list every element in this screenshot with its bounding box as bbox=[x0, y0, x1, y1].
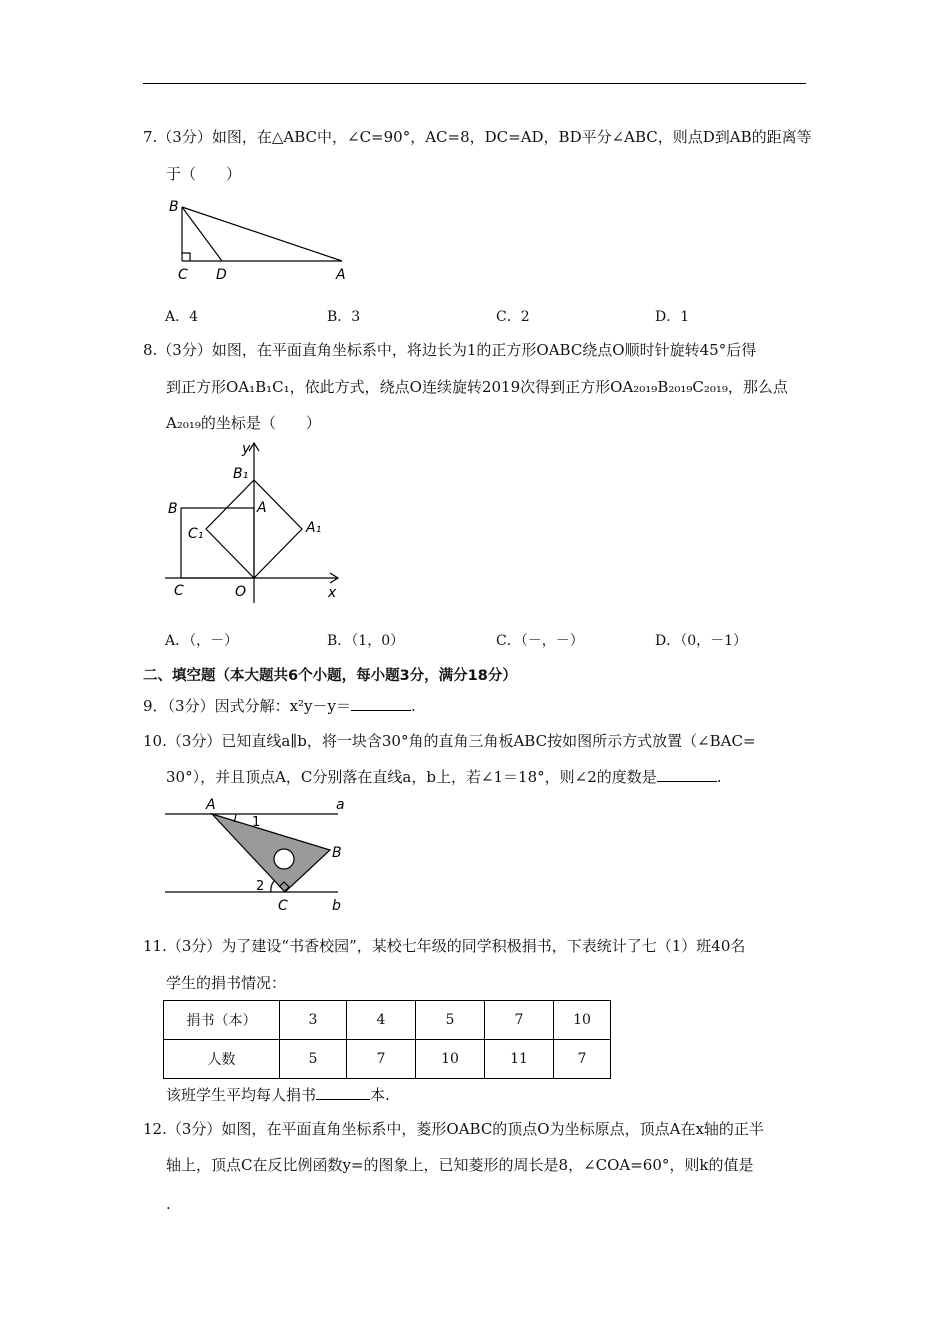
q8-option-a[interactable]: A．（，－） bbox=[165, 633, 239, 649]
q8-option-b[interactable]: B．（1，0） bbox=[327, 633, 405, 649]
table-cell: 3 bbox=[280, 1001, 347, 1040]
table-row bbox=[164, 1040, 611, 1079]
q8-label-O: O bbox=[235, 584, 247, 600]
table-cell: 7 bbox=[485, 1001, 554, 1040]
table-cell: 10 bbox=[416, 1040, 485, 1079]
q10-parallel-lines-figure bbox=[160, 793, 360, 913]
q12-text-line1: 12.（3分）如图，在平面直角坐标系中，菱形OABC的顶点O为坐标原点，顶点A在x轴的正半 bbox=[143, 1120, 764, 1138]
q8-label-B1: B₁ bbox=[233, 466, 249, 482]
q7-label-A: A bbox=[336, 267, 346, 283]
q8-label-x: x bbox=[328, 585, 337, 601]
q9-prompt: 9．（3分）因式分解：x²y－y＝ bbox=[143, 697, 352, 715]
q10-label-B: B bbox=[332, 845, 342, 861]
q10-line2-text: 30°），并且顶点A，C分别落在直线a，b上，若∠1＝18°，则∠2的度数是 bbox=[166, 768, 657, 786]
q8-text-line1: 8.（3分）如图，在平面直角坐标系中，将边长为1的正方形OABC绕点O顺时针旋转45°后得 bbox=[143, 341, 757, 359]
q7-text-line1: 7.（3分）如图，在△ABC中，∠C=90°，AC=8，DC=AD，BD平分∠ABC，则点D到AB的距离等 bbox=[143, 128, 812, 146]
q8-option-c[interactable]: C．（－，－） bbox=[496, 633, 584, 649]
q8-label-C: C bbox=[174, 583, 184, 599]
q11-text-line1: 11.（3分）为了建设“书香校园”，某校七年级的同学积极捐书，下表统计了七（1）班40名 bbox=[143, 937, 746, 955]
table-header-cell: 人数 bbox=[164, 1040, 280, 1079]
q8-label-A1: A₁ bbox=[306, 520, 322, 536]
table-row bbox=[164, 1001, 611, 1040]
q9-text bbox=[143, 695, 416, 717]
q8-label-C1: C₁ bbox=[188, 526, 204, 542]
q10-label-a: a bbox=[336, 797, 345, 813]
q11-after-text bbox=[166, 1084, 390, 1106]
q7-option-a[interactable]: A．4 bbox=[165, 309, 199, 325]
q7-option-b[interactable]: B．3 bbox=[327, 309, 361, 325]
q10-text-line1: 10.（3分）已知直线a∥b，将一块含30°角的直角三角板ABC按如图所示方式放置（∠BAC= bbox=[143, 732, 756, 750]
q8-coordinate-figure bbox=[160, 435, 350, 607]
q8-option-d[interactable]: D．（0，－1） bbox=[655, 633, 748, 649]
table-header-cell: 捐书（本） bbox=[164, 1001, 280, 1040]
q10-label-angle1: 1 bbox=[252, 815, 261, 830]
table-cell: 7 bbox=[554, 1040, 611, 1079]
table-cell: 7 bbox=[347, 1040, 416, 1079]
q8-label-y: y bbox=[242, 441, 251, 457]
q9-end: . bbox=[411, 697, 416, 715]
q11-answer-blank[interactable] bbox=[316, 1085, 370, 1100]
table-cell: 5 bbox=[416, 1001, 485, 1040]
table-cell: 5 bbox=[280, 1040, 347, 1079]
q11-after-end: 本. bbox=[370, 1086, 390, 1104]
q7-label-B: B bbox=[169, 199, 179, 215]
table-cell: 10 bbox=[554, 1001, 611, 1040]
q10-label-A: A bbox=[206, 797, 216, 813]
q8-label-B: B bbox=[168, 501, 178, 517]
q12-text-line3: . bbox=[166, 1195, 171, 1213]
q10-label-b: b bbox=[332, 898, 341, 913]
q7-triangle-figure bbox=[160, 195, 360, 287]
q7-text-line2: 于（ ） bbox=[166, 165, 242, 183]
q7-option-d[interactable]: D．1 bbox=[655, 309, 690, 325]
section-heading-fill-in: 二、填空题（本大题共6个小题，每小题3分，满分18分） bbox=[143, 668, 517, 684]
q11-donation-table bbox=[163, 1000, 611, 1079]
header-rule bbox=[143, 83, 806, 84]
table-cell: 11 bbox=[485, 1040, 554, 1079]
q7-option-c[interactable]: C．2 bbox=[496, 309, 530, 325]
q8-text-line2: 到正方形OA₁B₁C₁，依此方式，绕点O连续旋转2019次得到正方形OA₂₀₁₉B₂₀₁₉C₂₀₁₉，那么点 bbox=[166, 378, 788, 396]
q12-text-line2: 轴上，顶点C在反比例函数y=的图象上，已知菱形的周长是8，∠COA=60°，则k的值是 bbox=[166, 1156, 754, 1174]
q10-answer-blank[interactable] bbox=[657, 767, 717, 782]
q10-end: . bbox=[716, 768, 722, 786]
q9-answer-blank[interactable] bbox=[351, 696, 411, 711]
q7-label-D: D bbox=[216, 267, 227, 283]
q8-label-A: A bbox=[257, 500, 267, 516]
q10-label-C: C bbox=[278, 898, 288, 913]
q11-text-line2: 学生的捐书情况： bbox=[166, 974, 287, 992]
q10-label-angle2: 2 bbox=[256, 879, 265, 894]
table-cell: 4 bbox=[347, 1001, 416, 1040]
q11-after-prompt: 该班学生平均每人捐书 bbox=[166, 1086, 317, 1104]
q10-text-line2 bbox=[166, 766, 722, 788]
q8-text-line3: A₂₀₁₉的坐标是（ ） bbox=[166, 414, 321, 432]
q7-label-C: C bbox=[178, 267, 188, 283]
